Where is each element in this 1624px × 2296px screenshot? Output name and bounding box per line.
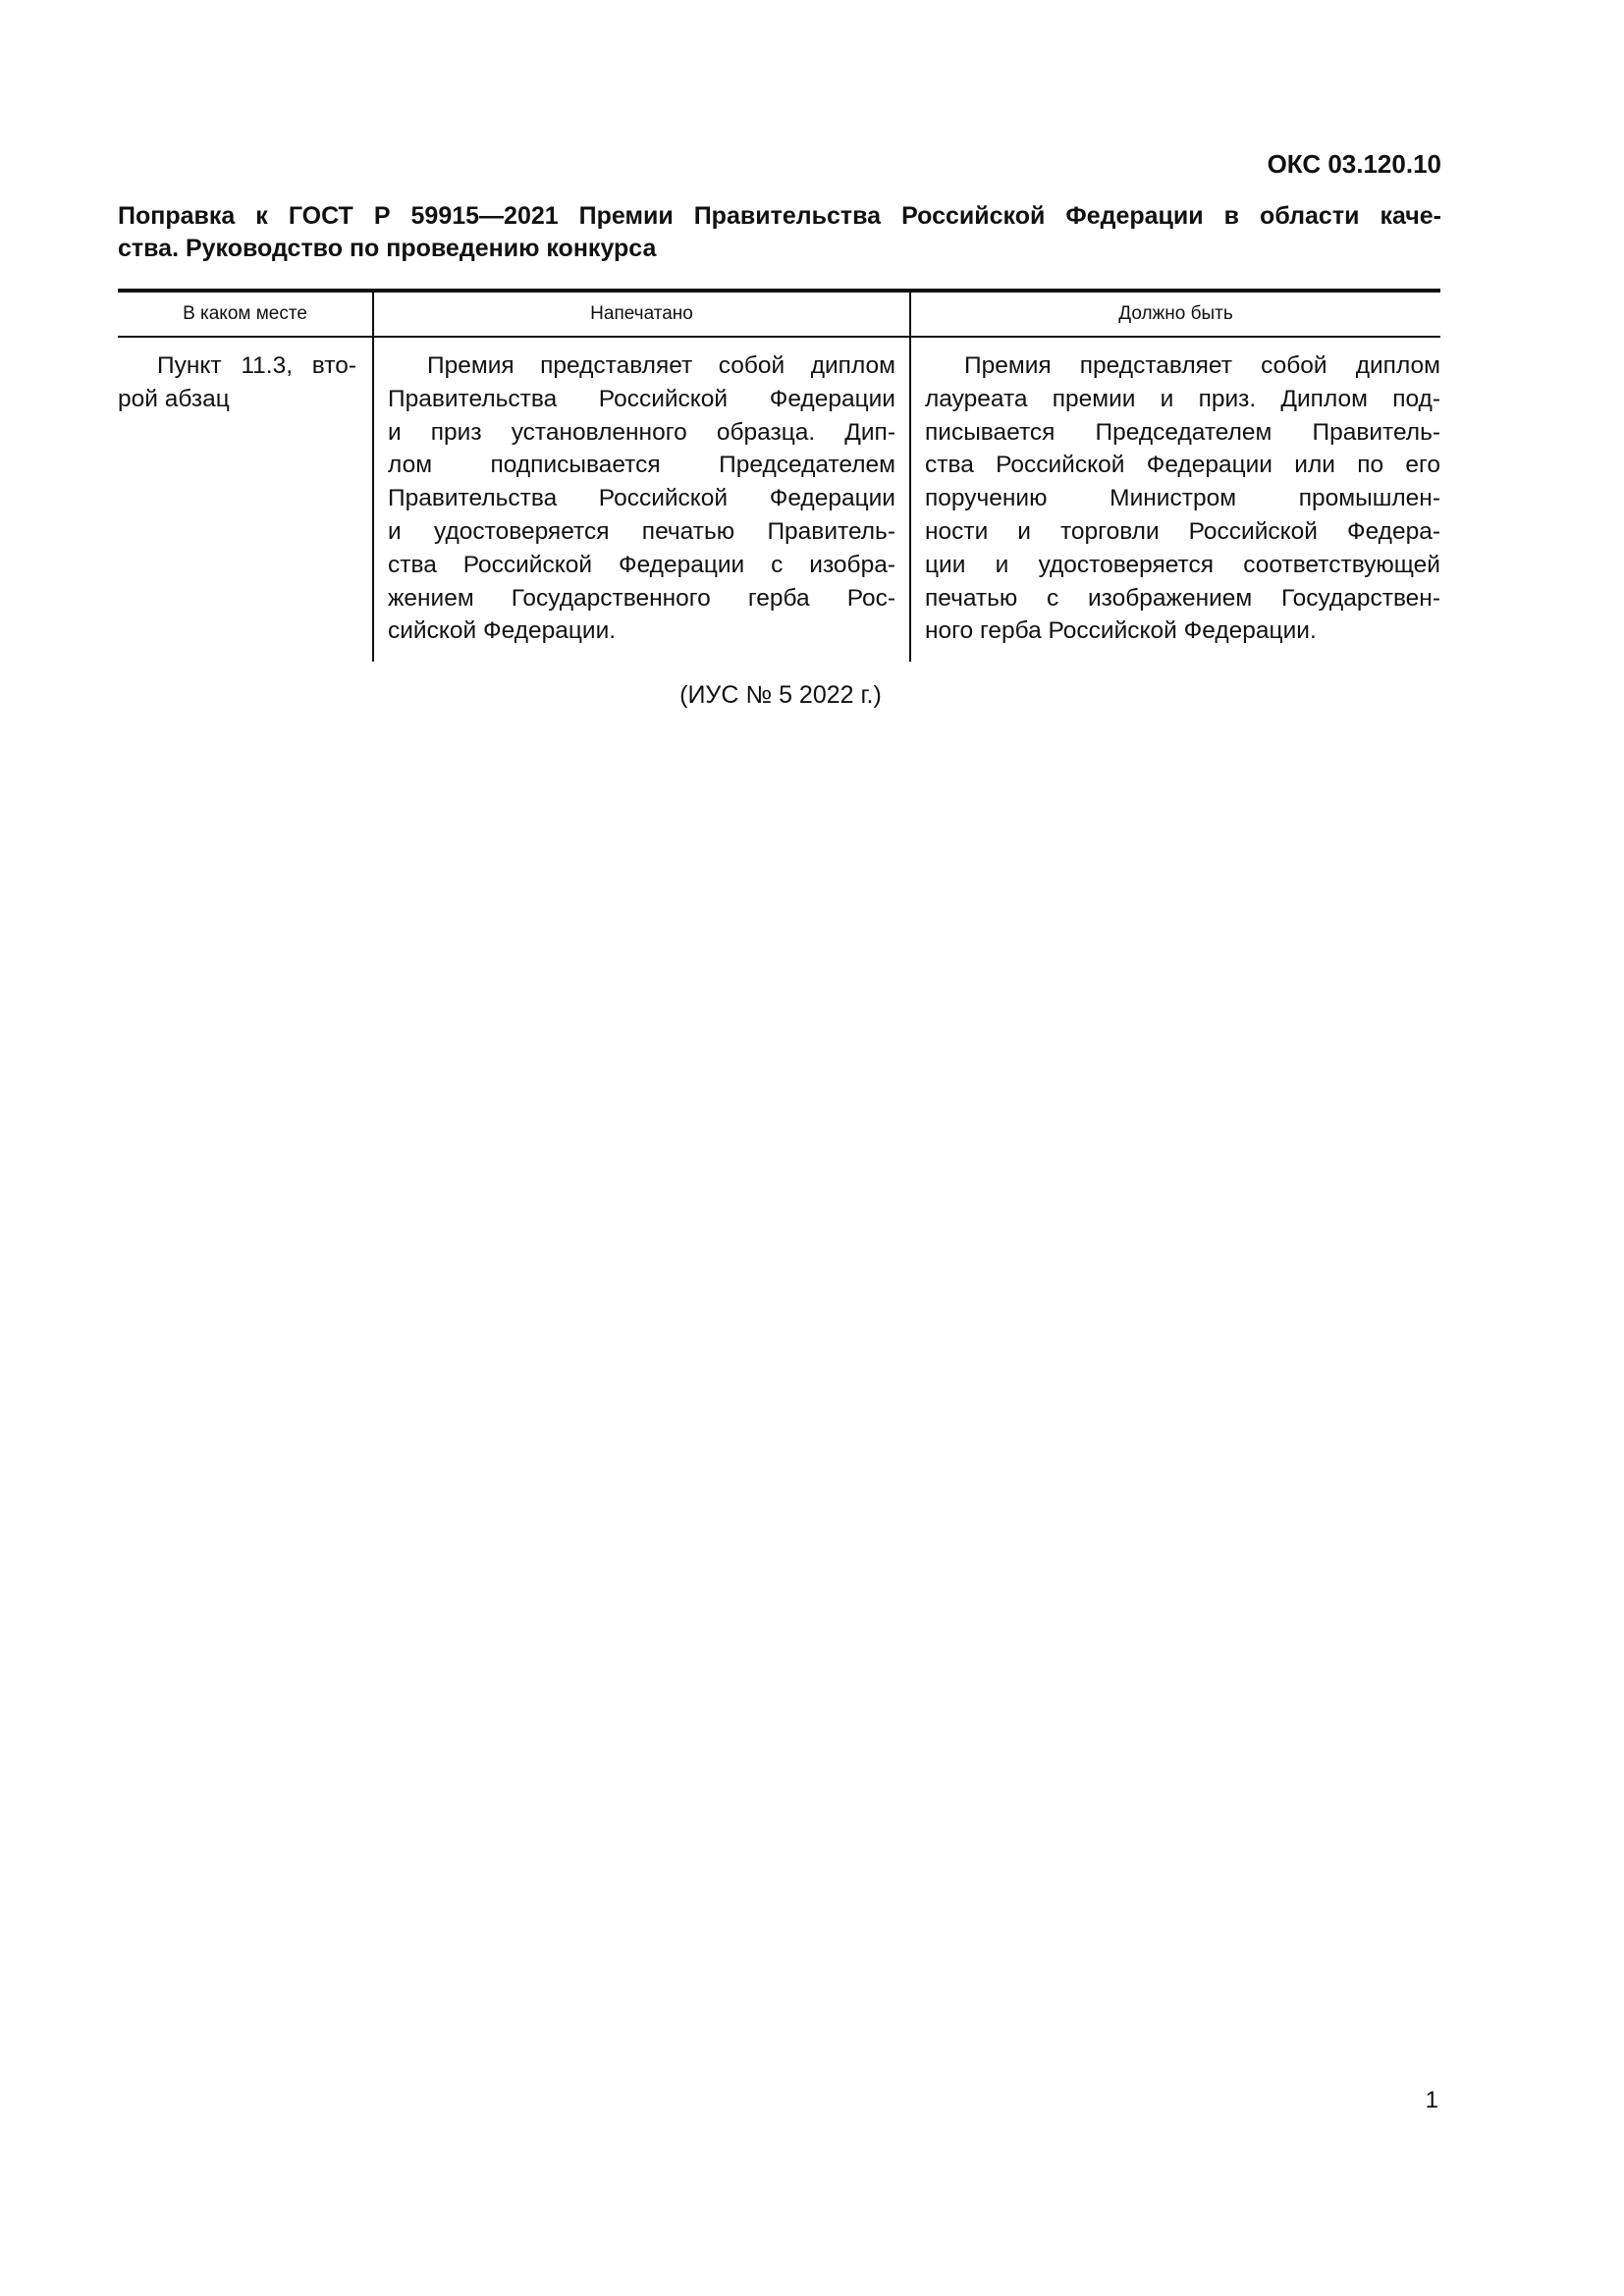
title-line: Поправка к ГОСТ Р 59915—2021 Премии Правительства Российской Федерации в области каче- <box>118 202 1441 230</box>
text-line: рой абзац <box>118 385 230 412</box>
text-line: ного герба Российской Федерации. <box>925 617 1317 645</box>
title-line: ства. Руководство по проведению конкурса <box>118 235 657 262</box>
text-line: писывается Председателем Правитель- <box>925 418 1440 446</box>
header-place: В каком месте <box>118 293 374 336</box>
text-line: Правительства Российской Федерации <box>388 385 895 412</box>
classification-code: ОКС 03.120.10 <box>1267 149 1441 179</box>
source-reference: (ИУС № 5 2022 г.) <box>679 681 882 709</box>
text-line: и удостоверяется печатью Правитель- <box>388 517 895 545</box>
text-line: лауреата премии и приз. Диплом под- <box>925 385 1440 412</box>
text-line: ности и торговли Российской Федера- <box>925 517 1440 545</box>
text-line: лом подписывается Председателем <box>388 452 895 479</box>
text-line: и приз установленного образца. Дип- <box>388 418 895 446</box>
cell-printed <box>374 338 911 662</box>
page-number: 1 <box>1425 2087 1438 2113</box>
text-line: поручению Министром промышлен- <box>925 485 1440 512</box>
text-line: ции и удостоверяется соответствующей <box>925 551 1440 578</box>
text-line: Правительства Российской Федерации <box>388 485 895 512</box>
header-should-be: Должно быть <box>1118 303 1233 324</box>
text-line: печатью с изображением Государствен- <box>925 584 1440 612</box>
table-row <box>118 338 1440 662</box>
amendment-table <box>118 289 1440 662</box>
header-printed: Напечатано <box>374 293 911 336</box>
text-line: Пункт 11.3, вто- <box>157 352 356 379</box>
text-line: ства Российской Федерации с изобра- <box>388 551 895 578</box>
document-title <box>118 200 1441 265</box>
cell-should-be <box>911 338 1440 662</box>
text-line: ства Российской Федерации или по его <box>925 452 1440 479</box>
table-header-row <box>118 293 1440 338</box>
text-line: сийской Федерации. <box>388 617 617 645</box>
text-line: Премия представляет собой диплом <box>427 352 895 379</box>
text-line: Премия представляет собой диплом <box>964 352 1440 379</box>
cell-place <box>118 338 374 662</box>
text-line: жением Государственного герба Рос- <box>388 584 895 612</box>
